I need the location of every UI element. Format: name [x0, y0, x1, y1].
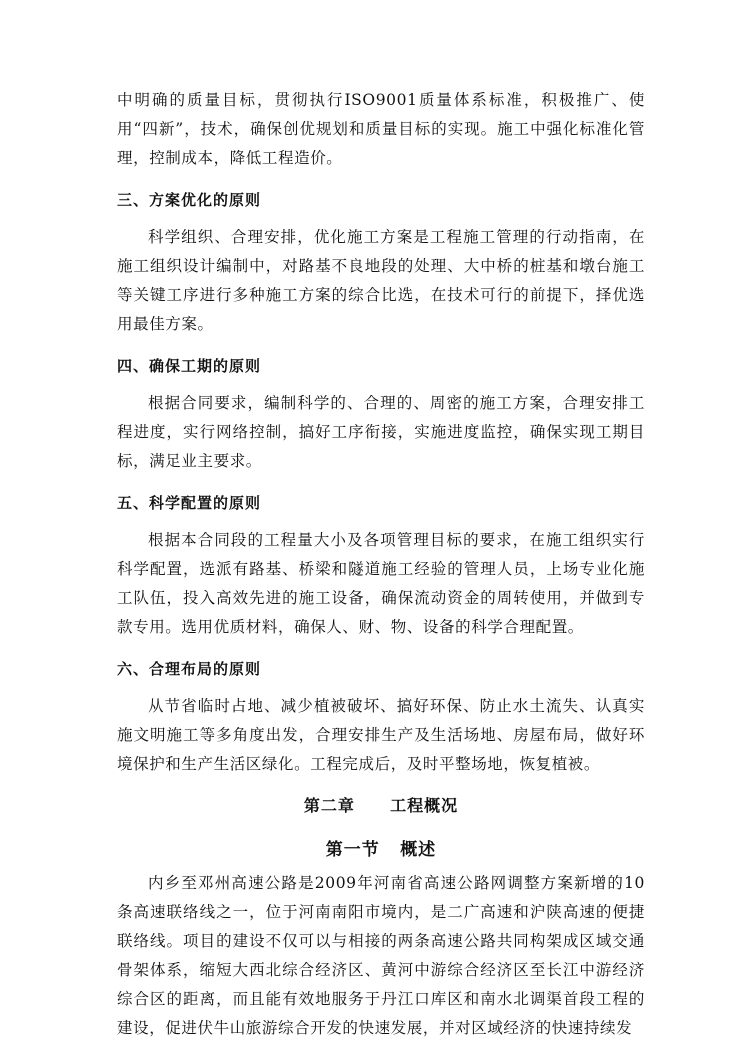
document-body — [117, 86, 645, 1043]
section-heading-5: 五、科学配置的原则 — [117, 494, 262, 512]
chapter-name: 工程概况 — [390, 796, 459, 815]
section-heading-6: 六、合理布局的原则 — [117, 660, 262, 678]
chapter-title — [117, 791, 645, 821]
subsection-name: 概述 — [400, 840, 437, 860]
overview-paragraph: 内乡至邓州高速公路是2009年河南省高速公路网调整方案新增的10条高速联络线之一，位于河南南阳市境内，是二广高速和沪陕高速的便捷联络线。项目的建设不仅可以与相接的两条高速公路共同构架成区域交通骨架体系，缩短大西北综合经济区、黄河中游综合经济区至长江中游经济综合区的距离，而且能有效地服务于丹江口库区和南水北调渠首段工程的建设，促进伏牛山旅游综合开发的快速发展，并对区域经济的快速持续发 — [117, 874, 645, 1037]
section-body-6: 从节省临时占地、减少植被破坏、搞好环保、防止水土流失、认真实施文明施工等多角度出发，合理安排生产及生活场地、房屋布局，做好环境保护和生产生活区绿化。工程完成后，及时平整场地，恢复植被。 — [117, 697, 645, 773]
subsection-title — [117, 835, 645, 865]
chapter-number: 第二章 — [303, 796, 355, 815]
section-body-4: 根据合同要求，编制科学的、合理的、周密的施工方案，合理安排工程进度，实行网络控制，搞好工序衔接，实施进度监控，确保实现工期目标，满足业主要求。 — [117, 394, 645, 470]
section-heading-4: 四、确保工期的原则 — [117, 357, 262, 375]
section-heading-3: 三、方案优化的原则 — [117, 191, 262, 209]
intro-paragraph: 中明确的质量目标，贯彻执行ISO9001质量体系标准，积极推广、使用“四新”，技术，确保创优规划和质量目标的实现。施工中强化标准化管理，控制成本，降低工程造价。 — [117, 91, 645, 167]
section-body-5: 根据本合同段的工程量大小及各项管理目标的要求，在施工组织实行科学配置，选派有路基、桥梁和隧道施工经验的管理人员，上场专业化施工队伍，投入高效先进的施工设备，确保流动资金的周转使用，并做到专款专用。选用优质材料，确保人、财、物、设备的科学合理配置。 — [117, 531, 645, 636]
subsection-number: 第一节 — [325, 840, 380, 860]
section-body-3: 科学组织、合理安排，优化施工方案是工程施工管理的行动指南，在施工组织设计编制中，对路基不良地段的处理、大中桥的桩基和墩台施工等关键工序进行多种施工方案的综合比选，在技术可行的前提下，择优选用最佳方案。 — [117, 228, 645, 333]
